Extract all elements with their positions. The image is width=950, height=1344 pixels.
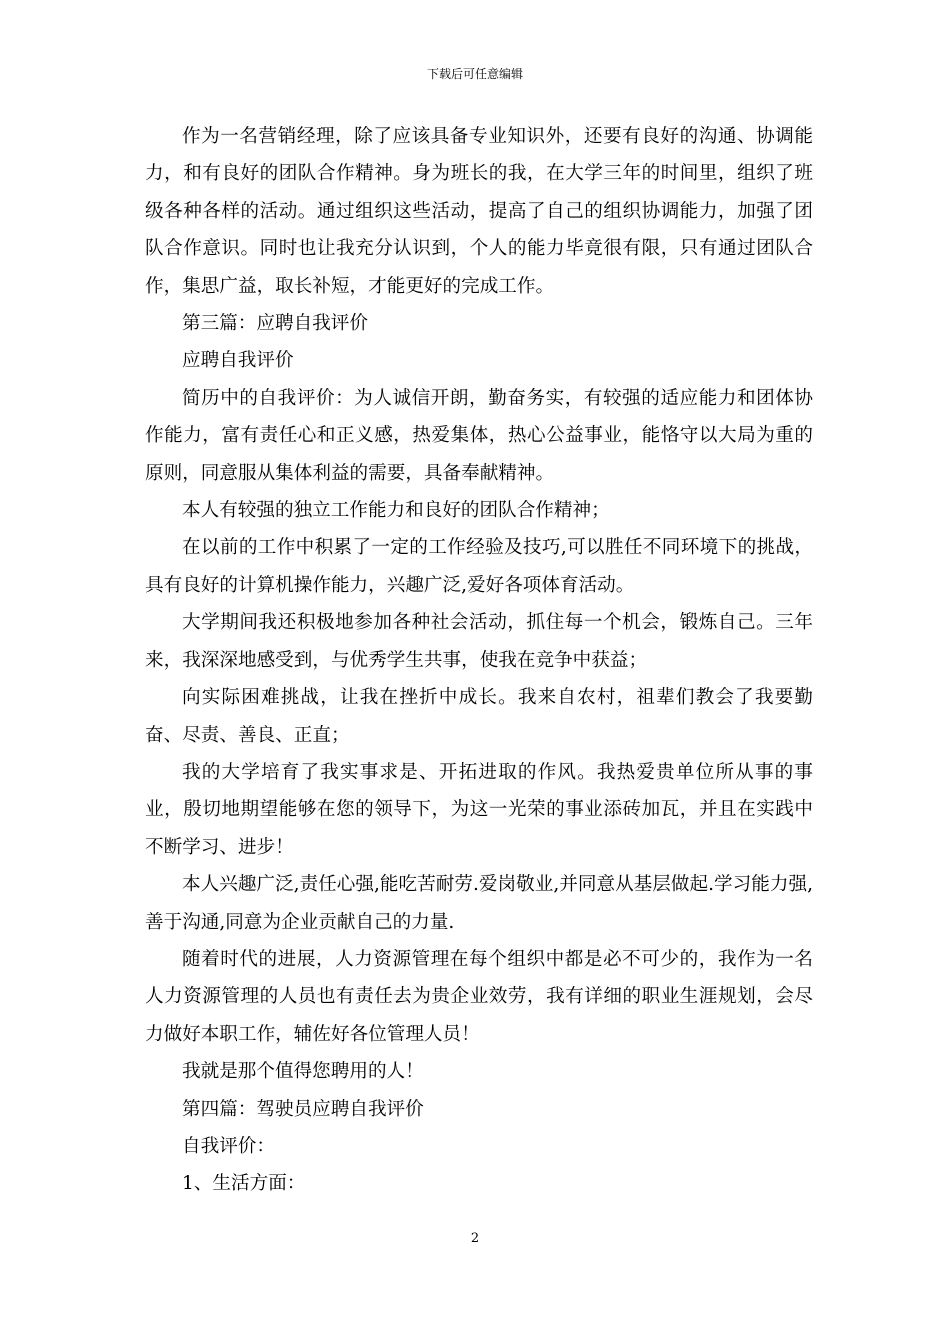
- paragraph: 随着时代的进展，人力资源管理在每个组织中都是必不可少的，我作为一名人力资源管理的人员也有责任去为贵企业效劳，我有详细的职业生涯规划，会尽力做好本职工作，辅佐好各位管理人员！: [145, 948, 813, 1045]
- paragraph: 在以前的工作中积累了一定的工作经验及技巧,可以胜任不同环境下的挑战，具有良好的计算机操作能力，兴趣广泛,爱好各项体育活动。: [145, 537, 813, 596]
- list-item: 1、生活方面：: [182, 1173, 306, 1195]
- paragraph: 简历中的自我评价：为人诚信开朗，勤奋务实，有较强的适应能力和团体协作能力，富有责任心和正义感，热爱集体，热心公益事业，能恪守以大局为重的原则，同意服从集体利益的需要，具备奉献精神。: [145, 387, 813, 484]
- page-header: 下载后可任意编辑: [426, 67, 523, 81]
- document-body: [145, 118, 813, 1203]
- paragraph: 我就是那个值得您聘用的人！: [182, 1061, 424, 1083]
- paragraph: 本人有较强的独立工作能力和良好的团队合作精神；: [182, 500, 610, 522]
- section-heading: 第四篇：驾驶员应聘自我评价: [182, 1098, 424, 1120]
- section-heading: 第三篇：应聘自我评价: [182, 313, 368, 335]
- subheading: 应聘自我评价: [182, 350, 294, 372]
- paragraph: 本人兴趣广泛,责任心强,能吃苦耐劳.爱岗敬业,并同意从基层做起.学习能力强,善于沟通,同意为企业贡献自己的力量.: [145, 874, 813, 933]
- paragraph: 自我评价：: [182, 1135, 275, 1157]
- page-number: 2: [470, 1231, 480, 1246]
- paragraph: 大学期间我还积极地参加各种社会活动，抓住每一个机会，锻炼自己。三年来，我深深地感受到，与优秀学生共事，使我在竞争中获益；: [145, 612, 813, 671]
- paragraph: 作为一名营销经理，除了应该具备专业知识外，还要有良好的沟通、协调能力，和有良好的团队合作精神。身为班长的我，在大学三年的时间里，组织了班级各种各样的活动。通过组织这些活动，提高了自己的组织协调能力，加强了团队合作意识。同时也让我充分认识到，个人的能力毕竟很有限，只有通过团队合作，集思广益，取长补短，才能更好的完成工作。: [145, 126, 813, 297]
- paragraph: 我的大学培育了我实事求是、开拓进取的作风。我热爱贵单位所从事的事业，殷切地期望能够在您的领导下，为这一光荣的事业添砖加瓦，并且在实践中不断学习、进步！: [145, 761, 813, 858]
- paragraph: 向实际困难挑战，让我在挫折中成长。我来自农村，祖辈们教会了我要勤奋、尽责、善良、正直；: [145, 687, 813, 746]
